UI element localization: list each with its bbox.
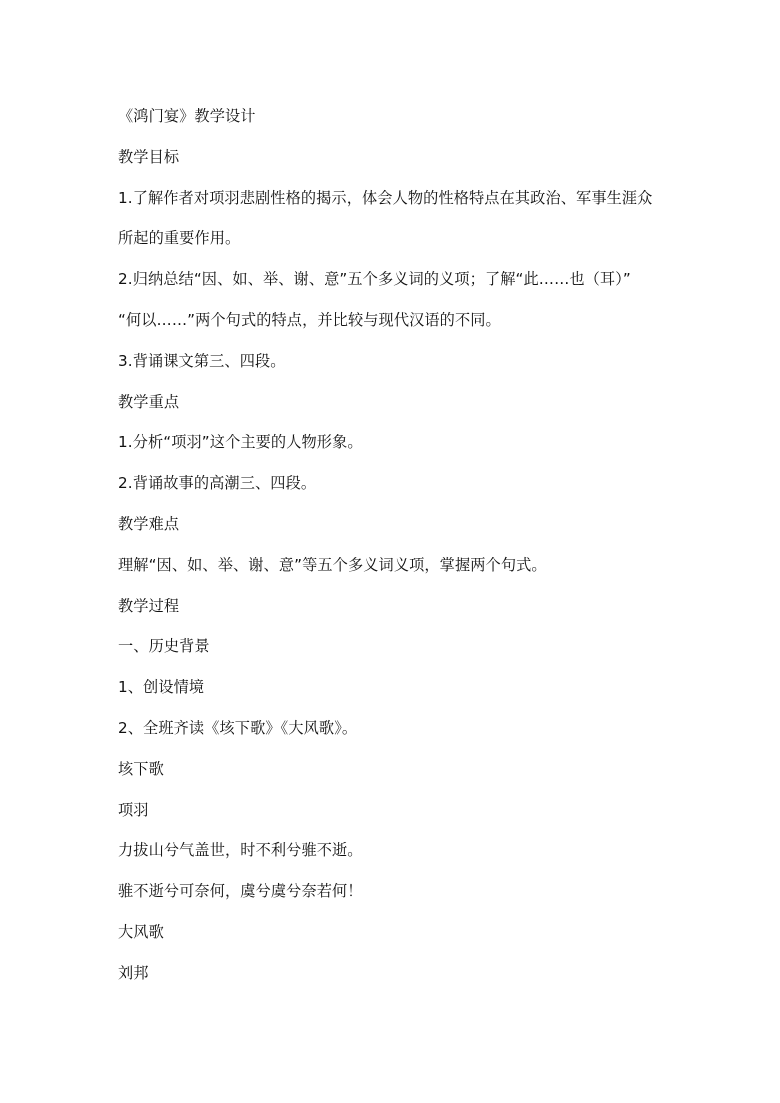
key-point-1: 1.分析“项羽”这个主要的人物形象。 [118, 433, 363, 452]
objectives-heading: 教学目标 [118, 147, 180, 166]
section-1-heading: 一、历史背景 [118, 637, 210, 656]
document-title: 《鸿门宴》教学设计 [118, 107, 256, 125]
step-2: 2、全班齐读《垓下歌》《大风歌》。 [118, 718, 358, 737]
poem-1-author: 项羽 [118, 800, 149, 819]
objective-2-line-b: “何以……”两个句式的特点，并比较与现代汉语的不同。 [118, 310, 501, 329]
key-points-heading: 教学重点 [118, 392, 180, 411]
objective-3: 3.背诵课文第三、四段。 [118, 351, 286, 370]
poem-2-title: 大风歌 [118, 922, 164, 941]
difficulties-heading: 教学难点 [118, 514, 180, 533]
poem-2-author: 刘邦 [118, 963, 149, 982]
process-heading: 教学过程 [118, 596, 180, 615]
poem-1-title: 垓下歌 [118, 759, 164, 778]
objective-1-line-a: 1.了解作者对项羽悲剧性格的揭示，体会人物的性格特点在其政治、军事生涯众 [118, 188, 653, 207]
key-point-2: 2.背诵故事的高潮三、四段。 [118, 474, 317, 493]
poem-1-line-1: 力拔山兮气盖世，时不利兮骓不逝。 [118, 841, 363, 860]
poem-1-line-2: 骓不逝兮可奈何，虞兮虞兮奈若何！ [118, 882, 363, 901]
objective-1-line-b: 所起的重要作用。 [118, 229, 241, 248]
document-body [118, 96, 678, 994]
objective-2-line-a: 2.归纳总结“因、如、举、谢、意”五个多义词的义项；了解“此……也（耳）” [118, 270, 631, 289]
difficulty-1: 理解“因、如、举、谢、意”等五个多义词义项，掌握两个句式。 [118, 555, 547, 574]
step-1: 1、创设情境 [118, 678, 205, 697]
